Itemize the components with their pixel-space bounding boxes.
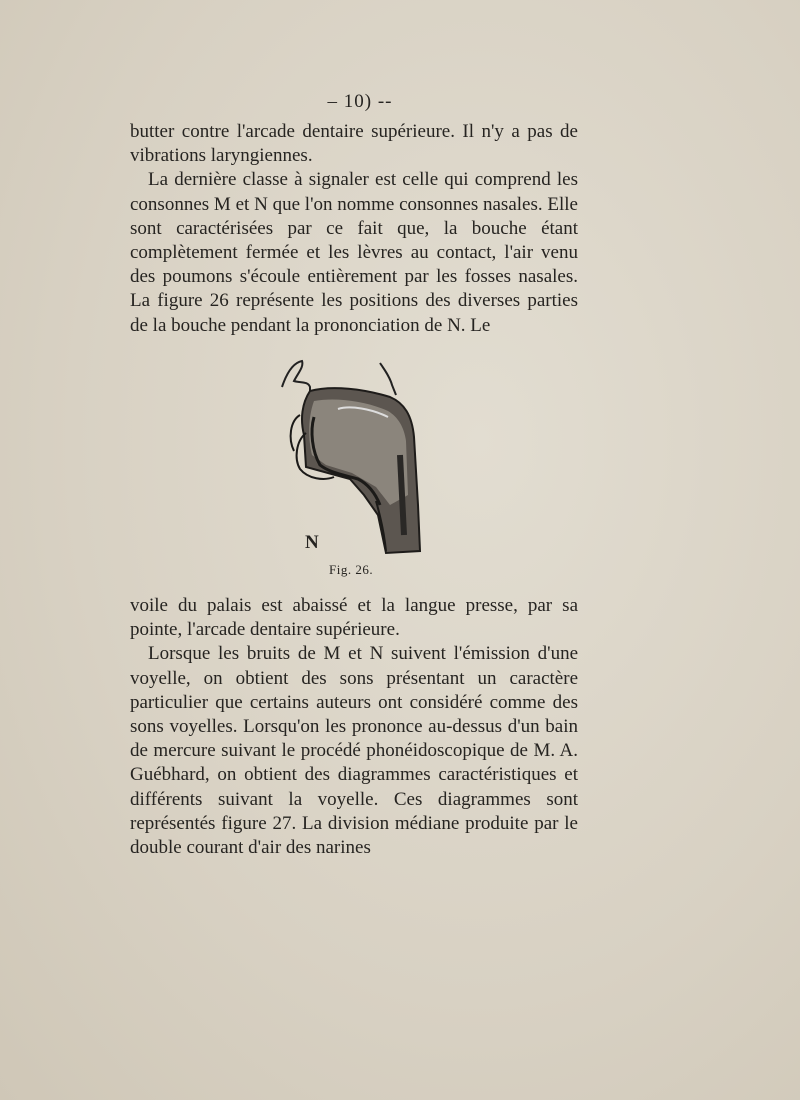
paragraph: butter contre l'arcade dentaire supérieure. Il n'y a pas de vibrations laryngiennes.: [130, 121, 578, 167]
paragraph: voile du palais est abaissé et la langue presse, par sa pointe, l'arcade dentaire supérieure.: [130, 595, 578, 641]
figure-caption: Fig. 26.: [329, 562, 374, 577]
text-block-top: [130, 120, 578, 338]
text-block-bottom: [130, 594, 578, 860]
paragraph: Lorsque les bruits de M et N suivent l'émission d'une voyelle, on obtient des sons présentant un caractère particulier que certains auteurs ont considéré comme des sons voyelles. Lorsqu'on les prononce au-dessus d'un bain de mercure suivant le procédé phonéidoscopique de M. A. Guébhard, on obtient des diagrammes caractéristiques et différents suivant la voyelle. Ces diagrammes sont représentés figure 27. La division médiane produite par le double courant d'air des narines: [130, 643, 578, 859]
mouth-cross-section-illustration: [280, 355, 430, 575]
page-number: – 10) --: [327, 91, 393, 112]
figure-label: N: [305, 532, 319, 553]
paragraph: La dernière classe à signaler est celle qui comprend les consonnes M et N que l'on nomme consonnes nasales. Elle sont caractérisées par ce fait que, la bouche étant complètement fermée et les lèvres au contact, l'air venu des poumons s'écoule entièrement par les fosses nasales. La figure 26 représente les positions des diverses parties de la bouche pendant la prononciation de N. Le: [130, 169, 578, 336]
